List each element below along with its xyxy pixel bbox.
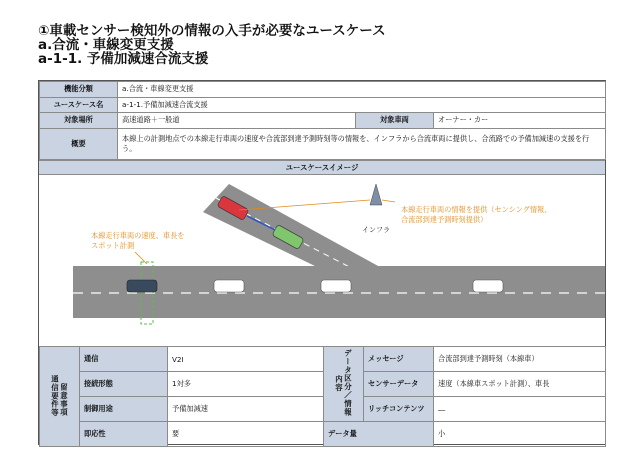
infrastructure-label: インフラ xyxy=(362,226,390,234)
req-row-control xyxy=(40,397,606,422)
req-row-comm xyxy=(40,347,606,372)
mainline-vehicle xyxy=(214,280,244,292)
category-value: a.合流・車線変更支援 xyxy=(118,82,606,98)
usecase-sheet xyxy=(38,80,606,445)
conn-value: 1対多 xyxy=(168,372,324,397)
spot-measurement-note-line2: スポット計測 xyxy=(91,241,135,250)
data-amount-value: 小 xyxy=(434,422,606,447)
spot-measurement-note-line1: 本線走行車両の速度、車長を xyxy=(91,231,185,240)
control-value: 予備加減速 xyxy=(168,397,324,422)
summary-row xyxy=(40,128,606,159)
rich-value: ― xyxy=(434,397,606,422)
rich-label: リッチコンテンツ xyxy=(364,397,434,422)
info-table xyxy=(39,81,606,160)
comm-label: 通信 xyxy=(80,347,168,372)
sensor-value: 速度（本線車スポット計測）、車長 xyxy=(434,372,606,397)
usecase-illustration xyxy=(39,174,605,346)
summary-label: 概要 xyxy=(40,128,118,159)
message-value: 合流部到達予測時刻（本線車） xyxy=(434,347,606,372)
message-label: メッセージ xyxy=(364,347,434,372)
title-block xyxy=(38,24,608,66)
usecase-value: a-1-1.予備加減速合流支援 xyxy=(118,97,606,113)
data-group-text: データ区分／情報内容 xyxy=(334,349,353,417)
requirements-group-label xyxy=(40,347,80,447)
data-group-label xyxy=(324,347,364,422)
requirements-group-text: 通信要件等 xyxy=(50,374,60,417)
conn-label: 接続形態 xyxy=(80,372,168,397)
control-label: 制御用途 xyxy=(80,397,168,422)
req-row-conn xyxy=(40,372,606,397)
infrastructure-icon xyxy=(370,184,382,205)
comm-value: V2I xyxy=(168,347,324,372)
data-amount-label: データ量 xyxy=(324,422,434,447)
title-line-2: a.合流・車線変更支援 xyxy=(38,37,174,53)
mainline-vehicle xyxy=(473,280,503,292)
category-row xyxy=(40,82,606,98)
usecase-label: ユースケース名 xyxy=(40,97,118,113)
category-label: 機能分類 xyxy=(40,82,118,98)
info-provision-note-line1: 本線走行車両の情報を提供（センシング情報、 xyxy=(401,205,552,214)
requirements-table xyxy=(39,346,606,447)
info-callout-line xyxy=(382,200,395,202)
usecase-row xyxy=(40,97,606,113)
immediacy-label: 即応性 xyxy=(80,422,168,447)
title-line-3: a-1-1. 予備加減速合流支援 xyxy=(38,51,209,67)
vehicle-value: オーナー・カー xyxy=(434,113,606,129)
place-value: 高速道路＋一般道 xyxy=(118,113,356,129)
measured-vehicle xyxy=(127,280,157,292)
info-provision-note-line2: 合流部到達予測時刻提供） xyxy=(401,215,488,224)
title-line-1: ①車載センサー検知外の情報の入手が必要なユースケース xyxy=(38,23,386,39)
place-row xyxy=(40,113,606,129)
spot-measurement-note xyxy=(91,231,184,251)
info-provision-note xyxy=(401,205,551,225)
summary-value: 本線上の計測地点での本線走行車両の速度や合流部到達予測時刻等の情報を、インフラから合流車両に提供し、合流路での予備加減速の支援を行う。 xyxy=(118,128,606,159)
place-label: 対象場所 xyxy=(40,113,118,129)
sensor-label: センサーデータ xyxy=(364,372,434,397)
requirements-group-subtext: 留意事項 xyxy=(59,382,69,417)
req-row-immediacy xyxy=(40,422,606,447)
vehicle-label: 対象車両 xyxy=(356,113,434,129)
immediacy-value: 要 xyxy=(168,422,324,447)
mainline-vehicle xyxy=(321,280,351,292)
image-section-header: ユースケースイメージ xyxy=(39,160,605,175)
